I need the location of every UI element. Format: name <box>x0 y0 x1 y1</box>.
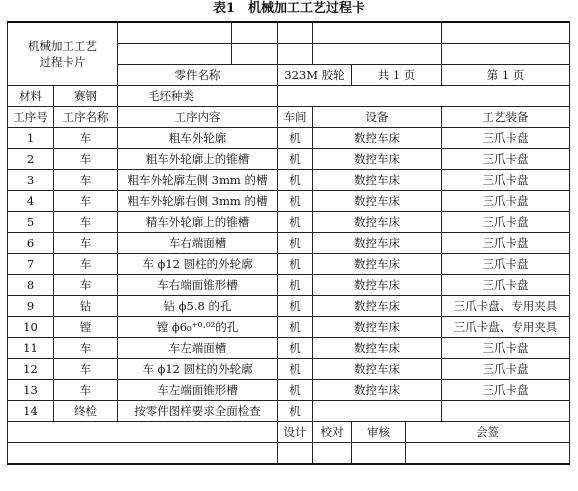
table-row <box>8 359 570 380</box>
header-blank <box>442 44 570 65</box>
cell-equipment: 数控车床 <box>313 233 442 254</box>
signoff-review: 审核 <box>352 422 406 443</box>
material-value: 赛钢 <box>54 86 118 107</box>
col-header-content: 工序内容 <box>118 107 278 128</box>
table-row <box>8 380 570 401</box>
cell-no: 13 <box>8 380 54 401</box>
cell-equipment: 数控车床 <box>313 191 442 212</box>
header-blank <box>442 22 570 44</box>
header-blank <box>232 22 278 44</box>
header-blank <box>278 22 313 44</box>
cell-name: 终检 <box>54 401 118 422</box>
page-number: 第 1 页 <box>442 65 570 86</box>
cell-equipment: 数控车床 <box>313 338 442 359</box>
cell-workshop: 机 <box>278 170 313 191</box>
cell-workshop: 机 <box>278 359 313 380</box>
cell-tooling <box>442 401 570 422</box>
cell-content: 精车外轮廓上的锥槽 <box>118 212 278 233</box>
col-header-tooling: 工艺装备 <box>442 107 570 128</box>
cell-workshop: 机 <box>278 212 313 233</box>
cell-no: 5 <box>8 212 54 233</box>
cell-name: 车 <box>54 275 118 296</box>
cell-tooling: 三爪卡盘 <box>442 359 570 380</box>
table-row <box>8 401 570 422</box>
col-header-no: 工序号 <box>8 107 54 128</box>
cell-tooling: 三爪卡盘 <box>442 149 570 170</box>
cell-tooling: 三爪卡盘、专用夹具 <box>442 296 570 317</box>
signoff-blank <box>8 443 278 465</box>
header-blank <box>118 22 232 44</box>
cell-content: 车 ϕ12 圆柱的外轮廓 <box>118 359 278 380</box>
cell-name: 镗 <box>54 317 118 338</box>
cell-workshop: 机 <box>278 296 313 317</box>
table-row <box>8 191 570 212</box>
cell-no: 8 <box>8 275 54 296</box>
cell-tooling: 三爪卡盘 <box>442 212 570 233</box>
table-row <box>8 170 570 191</box>
cell-equipment <box>313 401 442 422</box>
signoff-design: 设计 <box>278 422 313 443</box>
signoff-blank <box>278 443 313 465</box>
col-header-equipment: 设备 <box>313 107 442 128</box>
table-caption: 表1 机械加工工艺过程卡 <box>212 1 366 16</box>
cell-tooling: 三爪卡盘、专用夹具 <box>442 317 570 338</box>
cell-name: 车 <box>54 191 118 212</box>
card-title-line1: 机械加工工艺 <box>28 39 97 53</box>
cell-no: 12 <box>8 359 54 380</box>
cell-tooling: 三爪卡盘 <box>442 275 570 296</box>
part-name-label: 零件名称 <box>118 65 278 86</box>
header-blank <box>118 44 232 65</box>
table-row <box>8 296 570 317</box>
cell-no: 7 <box>8 254 54 275</box>
cell-content: 车 ϕ12 圆柱的外轮廓 <box>118 254 278 275</box>
material-label: 材料 <box>8 86 54 107</box>
cell-workshop: 机 <box>278 317 313 338</box>
col-header-name: 工序名称 <box>54 107 118 128</box>
cell-content: 车右端面槽 <box>118 233 278 254</box>
cell-content: 粗车外轮廓右侧 3mm 的槽 <box>118 191 278 212</box>
cell-name: 车 <box>54 149 118 170</box>
cell-content: 粗车外轮廓上的锥槽 <box>118 149 278 170</box>
table-row <box>8 128 570 149</box>
cell-workshop: 机 <box>278 401 313 422</box>
cell-content: 按零件图样要求全面检查 <box>118 401 278 422</box>
signoff-blank <box>352 443 406 465</box>
signoff-blank <box>8 422 278 443</box>
cell-equipment: 数控车床 <box>313 128 442 149</box>
cell-equipment: 数控车床 <box>313 254 442 275</box>
cell-tooling: 三爪卡盘 <box>442 380 570 401</box>
card-title-line2: 过程卡片 <box>39 55 86 69</box>
cell-no: 1 <box>8 128 54 149</box>
cell-no: 11 <box>8 338 54 359</box>
header-blank <box>278 44 313 65</box>
cell-workshop: 机 <box>278 128 313 149</box>
cell-workshop: 机 <box>278 149 313 170</box>
header-blank <box>232 44 278 65</box>
cell-name: 车 <box>54 233 118 254</box>
cell-no: 9 <box>8 296 54 317</box>
cell-equipment: 数控车床 <box>313 317 442 338</box>
blank-type-value <box>278 86 570 107</box>
cell-tooling: 三爪卡盘 <box>442 191 570 212</box>
cell-content: 车左端面锥形槽 <box>118 380 278 401</box>
cell-equipment: 数控车床 <box>313 212 442 233</box>
table-row <box>8 275 570 296</box>
cell-name: 车 <box>54 170 118 191</box>
cell-workshop: 机 <box>278 254 313 275</box>
cell-equipment: 数控车床 <box>313 170 442 191</box>
blank-type-label: 毛坯种类 <box>118 86 278 107</box>
cell-no: 4 <box>8 191 54 212</box>
cell-name: 车 <box>54 212 118 233</box>
cell-equipment: 数控车床 <box>313 380 442 401</box>
cell-workshop: 机 <box>278 233 313 254</box>
part-name-value: 323M 胶轮 <box>278 65 352 86</box>
cell-tooling: 三爪卡盘 <box>442 338 570 359</box>
col-header-workshop: 车间 <box>278 107 313 128</box>
cell-content: 车右端面锥形槽 <box>118 275 278 296</box>
cell-no: 6 <box>8 233 54 254</box>
card-title <box>8 22 118 86</box>
cell-name: 钻 <box>54 296 118 317</box>
cell-no: 14 <box>8 401 54 422</box>
table-row <box>8 254 570 275</box>
signoff-countersign: 会签 <box>406 422 570 443</box>
table-row <box>8 212 570 233</box>
cell-workshop: 机 <box>278 275 313 296</box>
signoff-blank <box>313 443 352 465</box>
cell-equipment: 数控车床 <box>313 149 442 170</box>
cell-workshop: 机 <box>278 338 313 359</box>
cell-tooling: 三爪卡盘 <box>442 254 570 275</box>
cell-name: 车 <box>54 359 118 380</box>
cell-tooling: 三爪卡盘 <box>442 170 570 191</box>
cell-content: 粗车外轮廓 <box>118 128 278 149</box>
header-blank <box>313 22 442 44</box>
cell-no: 2 <box>8 149 54 170</box>
cell-tooling: 三爪卡盘 <box>442 233 570 254</box>
cell-tooling: 三爪卡盘 <box>442 128 570 149</box>
cell-content: 车左端面槽 <box>118 338 278 359</box>
cell-name: 车 <box>54 338 118 359</box>
table-row <box>8 233 570 254</box>
cell-workshop: 机 <box>278 191 313 212</box>
cell-content: 镗 ϕ6₀⁺⁰·⁰²的孔 <box>118 317 278 338</box>
cell-content: 粗车外轮廓左侧 3mm 的槽 <box>118 170 278 191</box>
total-pages: 共 1 页 <box>352 65 442 86</box>
cell-equipment: 数控车床 <box>313 275 442 296</box>
signoff-proofread: 校对 <box>313 422 352 443</box>
cell-equipment: 数控车床 <box>313 296 442 317</box>
table-row <box>8 338 570 359</box>
header-blank <box>313 44 442 65</box>
cell-name: 车 <box>54 380 118 401</box>
signoff-blank <box>406 443 570 465</box>
cell-no: 10 <box>8 317 54 338</box>
cell-workshop: 机 <box>278 380 313 401</box>
cell-no: 3 <box>8 170 54 191</box>
cell-equipment: 数控车床 <box>313 359 442 380</box>
cell-name: 车 <box>54 254 118 275</box>
cell-name: 车 <box>54 128 118 149</box>
table-row <box>8 149 570 170</box>
cell-content: 钻 ϕ5.8 的孔 <box>118 296 278 317</box>
process-card-table <box>7 21 570 465</box>
table-row <box>8 317 570 338</box>
